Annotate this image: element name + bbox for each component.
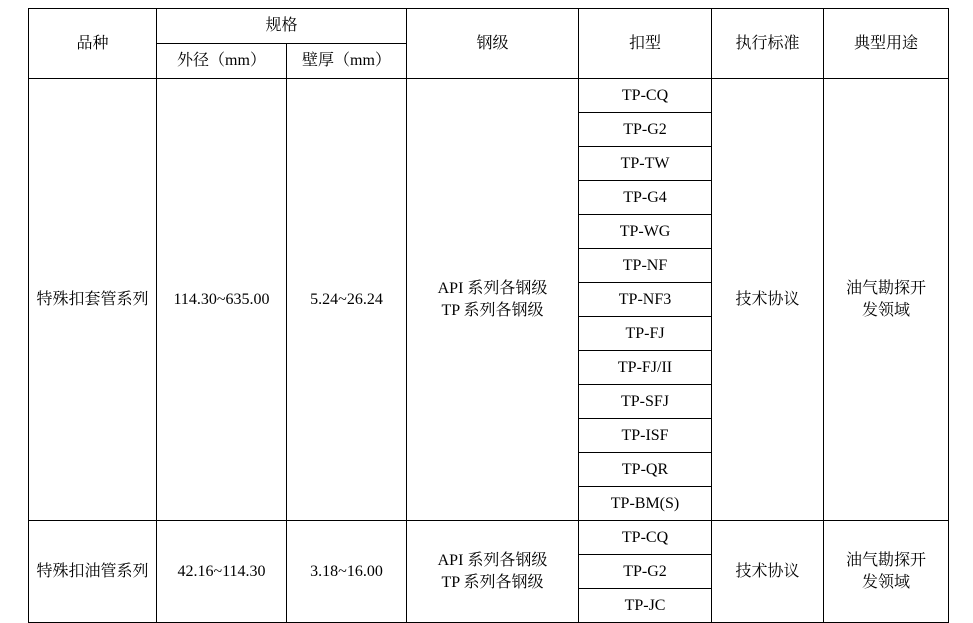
cell-thread-type: TP-ISF: [579, 419, 712, 453]
steel-grade-line-1: API 系列各钢级: [437, 551, 548, 569]
cell-thread-type: TP-G2: [579, 555, 712, 589]
cell-thread-type: TP-G2: [579, 113, 712, 147]
typical-use-line-2: 发领域: [862, 573, 911, 591]
cell-variety-casing: 特殊扣套管系列: [29, 79, 157, 521]
header-wall-thickness: 壁厚（mm）: [287, 44, 407, 79]
cell-typical-use-casing: [824, 79, 949, 521]
header-standard: 执行标准: [712, 9, 824, 79]
cell-thread-type: TP-FJ/II: [579, 351, 712, 385]
cell-thread-type: TP-NF: [579, 249, 712, 283]
typical-use-line-1: 油气勘探开: [846, 279, 927, 297]
header-spec: 规格: [157, 9, 407, 44]
cell-thread-type: TP-G4: [579, 181, 712, 215]
cell-thread-type: TP-CQ: [579, 521, 712, 555]
header-outer-diameter: 外径（mm）: [157, 44, 287, 79]
steel-grade-line-2: TP 系列各钢级: [441, 573, 544, 591]
table-header-row-1: [29, 9, 949, 44]
steel-grade-line-1: API 系列各钢级: [437, 279, 548, 297]
header-thread-type: 扣型: [579, 9, 712, 79]
cell-thread-type: TP-CQ: [579, 79, 712, 113]
header-steel-grade: 钢级: [407, 9, 579, 79]
cell-outer-diameter-tubing: 42.16~114.30: [157, 521, 287, 623]
cell-thread-type: TP-JC: [579, 589, 712, 623]
header-typical-use: 典型用途: [824, 9, 949, 79]
typical-use-line-2: 发领域: [862, 301, 911, 319]
cell-wall-thickness-casing: 5.24~26.24: [287, 79, 407, 521]
cell-outer-diameter-casing: 114.30~635.00: [157, 79, 287, 521]
document-page: [0, 8, 973, 614]
cell-thread-type: TP-BM(S): [579, 487, 712, 521]
cell-thread-type: TP-NF3: [579, 283, 712, 317]
cell-steel-grade-tubing: [407, 521, 579, 623]
cell-wall-thickness-tubing: 3.18~16.00: [287, 521, 407, 623]
table-row: [29, 521, 949, 555]
cell-thread-type: TP-TW: [579, 147, 712, 181]
cell-typical-use-tubing: [824, 521, 949, 623]
steel-grade-line-2: TP 系列各钢级: [441, 301, 544, 319]
cell-variety-tubing: 特殊扣油管系列: [29, 521, 157, 623]
cell-standard-casing: 技术协议: [712, 79, 824, 521]
typical-use-line-1: 油气勘探开: [846, 551, 927, 569]
cell-steel-grade-casing: [407, 79, 579, 521]
table-row: [29, 79, 949, 113]
cell-thread-type: TP-WG: [579, 215, 712, 249]
cell-thread-type: TP-SFJ: [579, 385, 712, 419]
pipe-specification-table: [28, 8, 949, 623]
cell-standard-tubing: 技术协议: [712, 521, 824, 623]
cell-thread-type: TP-QR: [579, 453, 712, 487]
cell-thread-type: TP-FJ: [579, 317, 712, 351]
header-variety: 品种: [29, 9, 157, 79]
